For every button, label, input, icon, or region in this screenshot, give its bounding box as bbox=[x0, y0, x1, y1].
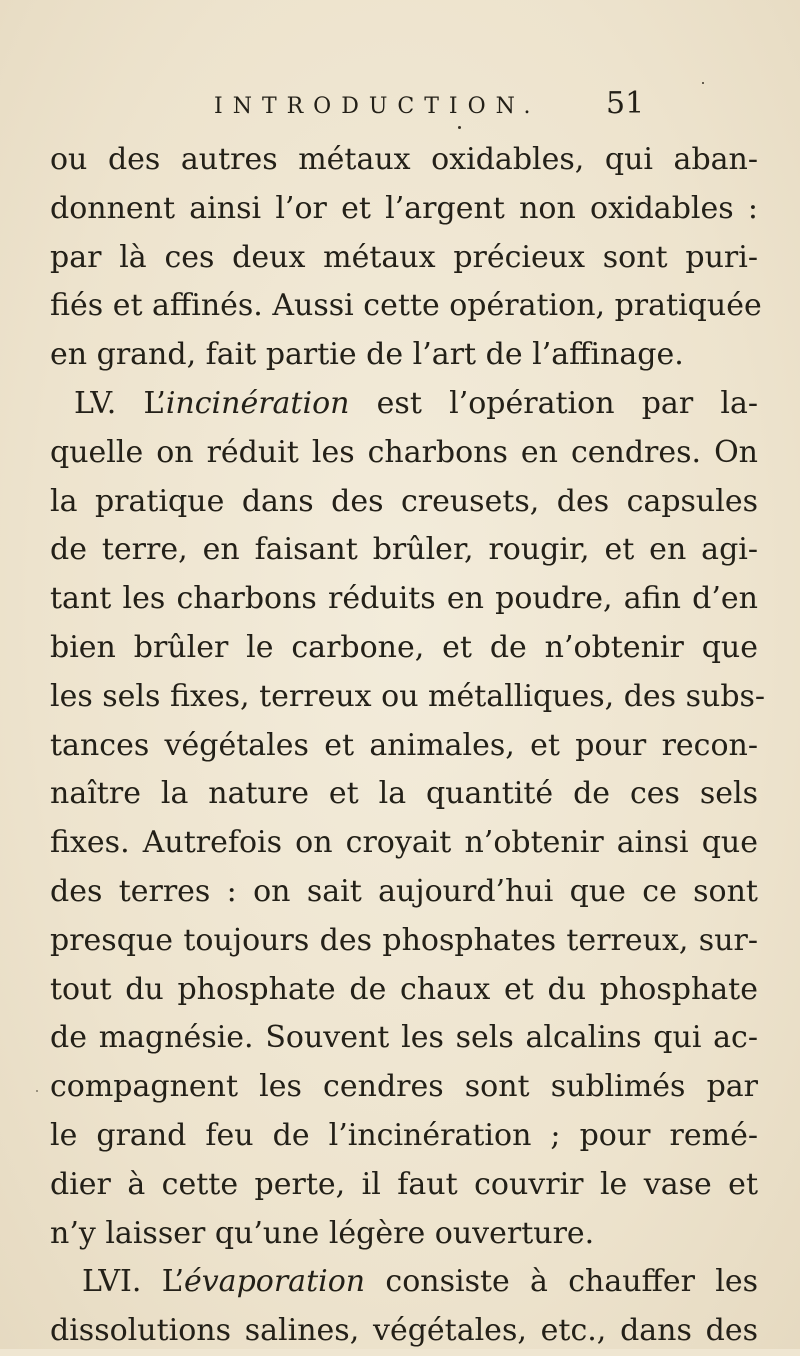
text-line: de magnésie. Souvent les sels alcalins qui ac- bbox=[50, 1020, 758, 1056]
section-start-line bbox=[50, 380, 758, 429]
text-line: dissolutions salines, végétales, etc., dans des bbox=[50, 1313, 758, 1349]
text-line: donnent ainsi l’or et l’argent non oxidables : bbox=[50, 190, 758, 226]
paper-speck bbox=[702, 82, 704, 84]
text-line: des terres : on sait aujourd’hui que ce sont bbox=[50, 873, 758, 909]
text-line: dier à cette perte, il faut couvrir le vase et bbox=[50, 1166, 758, 1202]
text-line: en grand, fait partie de l’art de l’affinage. bbox=[50, 337, 684, 373]
text-line: par là ces deux métaux précieux sont puri- bbox=[50, 239, 758, 275]
text-run: est l’opération par la- bbox=[349, 385, 758, 421]
section-start-line bbox=[50, 1258, 758, 1307]
text-line: les sels fixes, terreux ou métalliques, des subs- bbox=[50, 678, 766, 714]
body-text bbox=[50, 136, 766, 1356]
defined-term: évaporation bbox=[183, 1264, 366, 1300]
paper-speck bbox=[36, 1090, 38, 1092]
article: L’ bbox=[143, 385, 166, 421]
text-line: presque toujours des phosphates terreux, sur- bbox=[50, 922, 758, 958]
text-line: tances végétales et animales, et pour recon- bbox=[50, 727, 758, 763]
text-line: quelle on réduit les charbons en cendres. On bbox=[50, 434, 758, 470]
text-line: fiés et affinés. Aussi cette opération, pratiquée bbox=[50, 288, 762, 324]
section-number: LV. bbox=[74, 385, 117, 421]
text-line: tant les charbons réduits en poudre, afin d’en bbox=[50, 581, 758, 617]
section-number: LVI. bbox=[82, 1264, 142, 1300]
text-run: consiste à chauffer les bbox=[365, 1264, 758, 1300]
text-line: de terre, en faisant brûler, rougir, et en agi- bbox=[50, 532, 758, 568]
text-line: naître la nature et la quantité de ces sels bbox=[50, 776, 758, 812]
text-line: fixes. Autrefois on croyait n’obtenir ainsi que bbox=[50, 825, 758, 861]
text-line: la pratique dans des creusets, des capsules bbox=[50, 483, 758, 519]
text-line: le grand feu de l’incinération ; pour remé- bbox=[50, 1117, 758, 1153]
text-line: tout du phosphate de chaux et du phosphate bbox=[50, 971, 758, 1007]
text-line: compagnent les cendres sont sublimés par bbox=[50, 1069, 758, 1105]
defined-term: incinération bbox=[165, 385, 350, 421]
text-line: ou des autres métaux oxidables, qui aban- bbox=[50, 142, 758, 177]
paper-speck bbox=[458, 126, 461, 129]
page-number: 51 bbox=[606, 86, 645, 121]
article: L’ bbox=[161, 1264, 184, 1300]
text-line: n’y laisser qu’une légère ouverture. bbox=[50, 1215, 595, 1251]
text-line: bien brûler le carbone, et de n’obtenir que bbox=[50, 629, 758, 665]
running-head-title: INTRODUCTION. bbox=[214, 94, 541, 119]
